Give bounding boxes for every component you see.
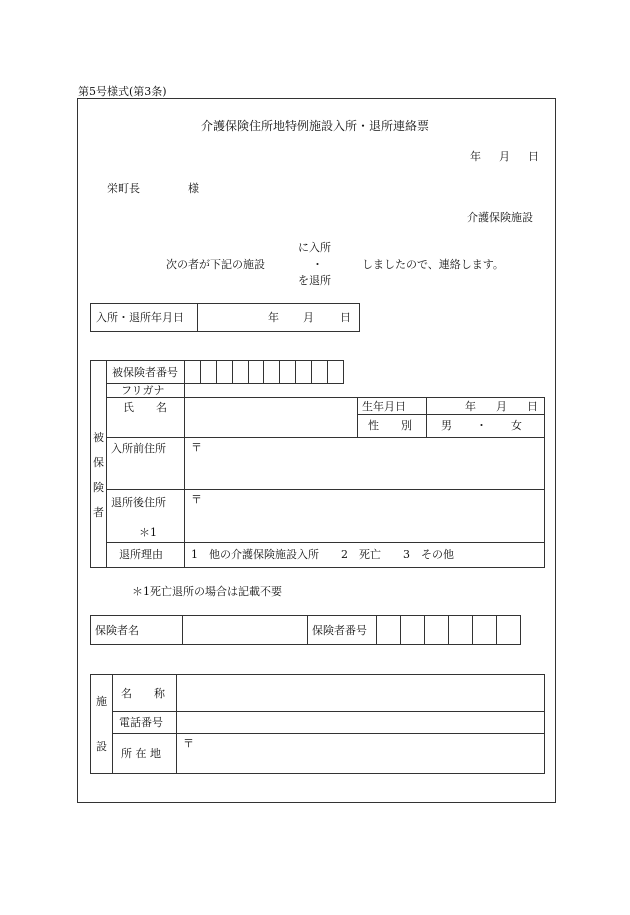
- sender-label: 介護保険施設: [467, 211, 533, 224]
- notice-suffix: しましたので、連絡します。: [362, 258, 504, 271]
- furigana-field[interactable]: [185, 384, 545, 398]
- prev-postal-mark: 〒: [191, 440, 202, 454]
- date-month: 月: [499, 150, 510, 163]
- addressee-name: 栄町長: [107, 182, 140, 195]
- insured-side-char: 被: [93, 431, 104, 445]
- notice-option-in: に入所: [298, 241, 331, 254]
- insured-number-digit[interactable]: [248, 361, 264, 384]
- sex-female: 女: [511, 419, 522, 433]
- birth-day: 日: [527, 399, 538, 413]
- addressee-honorific: 様: [188, 182, 199, 195]
- insured-number-label: 被保険者番号: [107, 361, 185, 384]
- name-field[interactable]: [185, 398, 358, 437]
- after-address-note: ＊1: [139, 526, 157, 540]
- facility-phone-field[interactable]: [177, 712, 545, 734]
- facility-side-label: [91, 675, 113, 774]
- insured-number-digit[interactable]: [232, 361, 248, 384]
- notice-option-dot: ・: [312, 258, 323, 271]
- facility-location-label: 所 在 地: [113, 734, 177, 774]
- insured-number-digit[interactable]: [296, 361, 312, 384]
- notice-prefix: 次の者が下記の施設: [166, 258, 265, 271]
- facility-name-label: 名 称: [113, 675, 177, 712]
- reason-label: 退所理由: [107, 542, 185, 567]
- insured-number-digit[interactable]: [328, 361, 344, 384]
- birth-year: 年: [465, 399, 476, 413]
- insured-number-digit[interactable]: [200, 361, 216, 384]
- admission-date-year: 年: [268, 311, 279, 324]
- sex-field[interactable]: [427, 415, 545, 437]
- insured-table: [90, 383, 545, 568]
- insured-number-digit[interactable]: [185, 361, 201, 384]
- insurer-number-digit[interactable]: [449, 616, 473, 645]
- insured-number-table: [90, 360, 344, 384]
- insurer-table: [90, 615, 521, 645]
- insured-number-digit[interactable]: [280, 361, 296, 384]
- insurer-number-digit[interactable]: [401, 616, 425, 645]
- form-title: 介護保険住所地特例施設入所・退所連絡票: [200, 119, 429, 133]
- prev-address-field[interactable]: [185, 437, 545, 490]
- date-line: [470, 151, 539, 162]
- insured-number-digit[interactable]: [216, 361, 232, 384]
- facility-phone-label: 電話番号: [113, 712, 177, 734]
- admission-date-table: [90, 303, 360, 332]
- birth-field[interactable]: [427, 398, 545, 415]
- sex-male: 男: [441, 419, 452, 433]
- insured-side-char: 保: [93, 456, 104, 470]
- insured-side-label: [91, 384, 107, 568]
- insured-number-digit[interactable]: [312, 361, 328, 384]
- admission-date-day: 日: [340, 311, 351, 324]
- insurer-number-digit[interactable]: [377, 616, 401, 645]
- birth-label: 生年月日: [358, 398, 427, 415]
- date-day: 日: [528, 150, 539, 163]
- admission-date-value[interactable]: [198, 304, 360, 332]
- footnote: ＊1死亡退所の場合は記載不要: [132, 585, 282, 598]
- sex-label: 性 別: [358, 415, 427, 437]
- after-address-field[interactable]: [185, 490, 545, 543]
- name-label: 氏 名: [107, 398, 185, 437]
- admission-date-month: 月: [303, 311, 314, 324]
- sex-dot: ・: [476, 419, 487, 433]
- after-address-label-cell: [107, 490, 185, 543]
- facility-side-char: 設: [96, 740, 107, 753]
- facility-table: [90, 674, 545, 774]
- insurer-number-label: 保険者番号: [308, 616, 377, 645]
- insurer-name-label: 保険者名: [91, 616, 183, 645]
- insured-number-digit[interactable]: [264, 361, 280, 384]
- birth-month: 月: [496, 399, 507, 413]
- after-postal-mark: 〒: [191, 493, 202, 507]
- after-address-label: 退所後住所: [111, 496, 166, 510]
- furigana-label: フリガナ: [107, 384, 185, 398]
- insurer-name-field[interactable]: [183, 616, 308, 645]
- notice-option-out: を退所: [298, 274, 331, 287]
- date-year: 年: [470, 150, 481, 163]
- reason-options[interactable]: 1 他の介護保険施設入所 2 死亡 3 その他: [185, 542, 545, 567]
- form-number-label: 第5号様式(第3条): [78, 85, 167, 98]
- facility-name-field[interactable]: [177, 675, 545, 712]
- admission-date-label: 入所・退所年月日: [91, 304, 198, 332]
- facility-location-field[interactable]: [177, 734, 545, 774]
- facility-side-char: 施: [96, 695, 107, 708]
- insured-side-char: 険: [93, 481, 104, 495]
- insurer-number-digit[interactable]: [497, 616, 521, 645]
- insurer-number-digit[interactable]: [473, 616, 497, 645]
- insured-side-char: 者: [93, 506, 104, 520]
- prev-address-label: 入所前住所: [107, 437, 185, 490]
- insurer-number-digit[interactable]: [425, 616, 449, 645]
- facility-postal-mark: 〒: [183, 737, 194, 750]
